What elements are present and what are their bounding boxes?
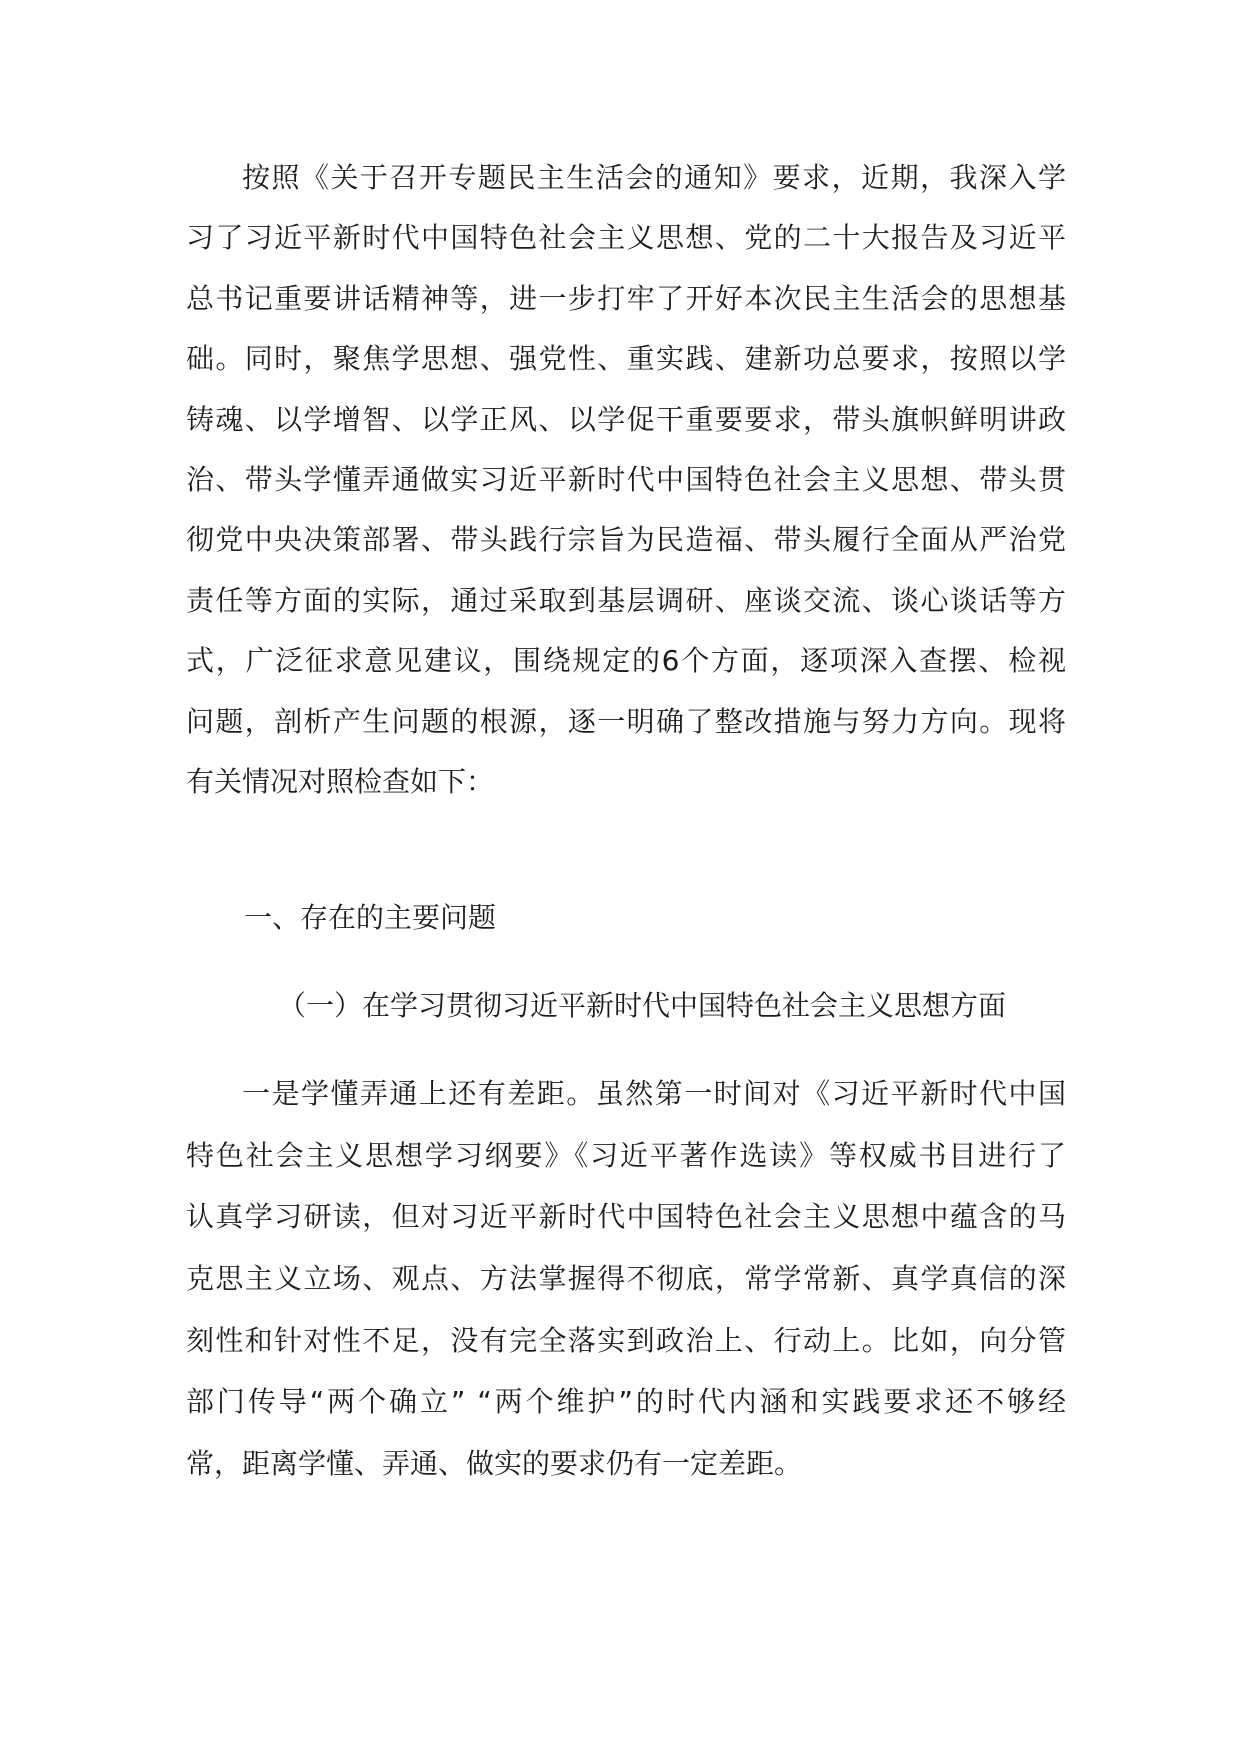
point-line: 克思主义立场、观点、方法掌握得不彻底，常学常新、真学真信的深: [186, 1262, 1066, 1296]
intro-line: 问题，剖析产生问题的根源，逐一明确了整改措施与努力方向。现将: [186, 704, 1066, 738]
intro-paragraph: [186, 148, 1066, 812]
point-paragraph: [186, 1063, 1066, 1495]
intro-line: 习了习近平新时代中国特色社会主义思想、党的二十大报告及习近平: [186, 221, 1066, 255]
intro-line: 铸魂、以学增智、以学正风、以学促干重要要求，带头旗帜鲜明讲政: [186, 402, 1066, 436]
point-line: 一是学懂弄通上还有差距。虽然第一时间对《习近平新时代中国: [242, 1077, 1066, 1110]
intro-line: 有关情况对照检查如下：: [186, 764, 495, 798]
intro-line: 按照《关于召开专题民主生活会的通知》要求，近期，我深入学: [242, 161, 1066, 194]
point-line: 刻性和针对性不足，没有完全落实到政治上、行动上。比如，向分管: [186, 1323, 1066, 1357]
intro-line: 式，广泛征求意见建议，围绕规定的6个方面，逐项深入查摆、检视: [186, 644, 1066, 678]
subsection-heading: （一）在学习贯彻习近平新时代中国特色社会主义思想方面: [278, 989, 1007, 1022]
point-line: 认真学习研读，但对习近平新时代中国特色社会主义思想中蕴含的马: [186, 1200, 1066, 1234]
point-line: 特色社会主义思想学习纲要》《习近平著作选读》等权威书目进行了: [186, 1138, 1066, 1172]
intro-line: 责任等方面的实际，通过采取到基层调研、座谈交流、谈心谈话等方: [186, 583, 1066, 617]
intro-line: 治、带头学懂弄通做实习近平新时代中国特色社会主义思想、带头贯: [186, 462, 1066, 496]
point-line: 部门传导“两个确立” “两个维护”的时代内涵和实践要求还不够经: [186, 1385, 1066, 1419]
intro-line: 总书记重要讲话精神等，进一步打牢了开好本次民主生活会的思想基: [186, 281, 1066, 315]
point-line: 常，距离学懂、弄通、做实的要求仍有一定差距。: [186, 1447, 803, 1481]
intro-line: 础。同时，聚焦学思想、强党性、重实践、建新功总要求，按照以学: [186, 342, 1066, 376]
section-heading: 一、存在的主要问题: [244, 901, 497, 934]
intro-line: 彻党中央决策部署、带头践行宗旨为民造福、带头履行全面从严治党: [186, 523, 1066, 557]
